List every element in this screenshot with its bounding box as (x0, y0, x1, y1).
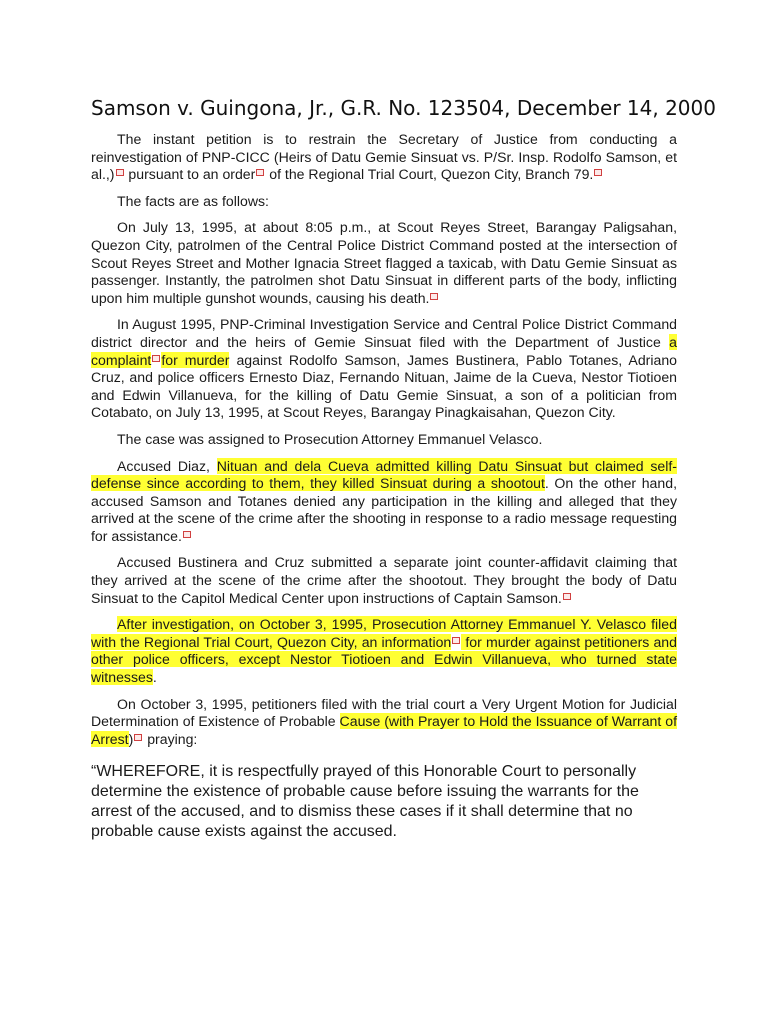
paragraph-text: The instant petition is to restrain the Secretary of Justice from conducting a reinvestigation of PNP-CICC (Heirs of Datu Gemie Sinsuat vs. P/Sr. Insp. Rodolfo Samson, et al.,) (91, 131, 677, 183)
body-paragraph (91, 219, 677, 307)
highlighted-text: Nituan and dela Cueva admitted killing Datu Sinsuat but claimed self-defense since according to them, they killed Sinsuat during a shootout (91, 457, 677, 492)
footnote-link-icon[interactable] (183, 531, 191, 538)
prayer-quote: “WHEREFORE, it is respectfully prayed of this Honorable Court to personally determine the existence of probable cause before issuing the warrants for the arrest of the accused, and to dismiss these cases if it shall determine that no probable cause exists against the accused. (91, 763, 639, 841)
paragraph-list (91, 131, 677, 748)
paragraph-text: On October 3, 1995, petitioners filed with the trial court a Very Urgent Motion for Judicial Determination of Existence of Probable (91, 695, 677, 730)
footnote-link-icon[interactable] (563, 593, 571, 600)
body-paragraph (91, 616, 677, 686)
paragraph-text: The case was assigned to Prosecution Attorney Emmanuel Velasco. (117, 430, 543, 447)
body-paragraph (91, 554, 677, 607)
highlighted-text: a complaint (91, 333, 677, 368)
paragraph-text: On July 13, 1995, at about 8:05 p.m., at Scout Reyes Street, Barangay Paligsahan, Quezon City, patrolmen of the Central Police District Command posted at the intersection of Scout Reyes Street and Mother Ignacia Street flagged a taxicab, with Datu Gemie Sinsuat as passenger. Instantly, the patrolmen shot Datu Sinsuat in different parts of the body, inflicting upon him multiple gunshot wounds, causing his death. (91, 219, 677, 306)
highlighted-text: Cause (with Prayer to Hold the Issuance of Warrant of Arrest (91, 713, 678, 747)
highlighted-text: After investigation, on October 3, 1995, Prosecution Attorney Emmanuel Y. Velasco filed with the Regional Trial Court, Quezon City, an information (91, 616, 677, 650)
document-title: Samson v. Guingona, Jr., G.R. No. 123504, December 14, 2000 (91, 96, 716, 120)
footnote-link-icon[interactable] (152, 355, 160, 362)
highlighted-text: for murder (161, 351, 230, 368)
paragraph-text: of the Regional Trial Court, Quezon City, Branch 79. (265, 166, 594, 183)
paragraph-text: In August 1995, PNP-Criminal Investigation Service and Central Police District Command district director and the heirs of Gemie Sinsuat filed with the Department of Justice (91, 316, 677, 350)
paragraph-text: ) (128, 730, 134, 747)
footnote-link-icon[interactable] (256, 169, 264, 176)
body-paragraph (91, 316, 677, 422)
paragraph-text: praying: (143, 730, 198, 747)
paragraph-text: Accused Diaz, (117, 457, 217, 474)
document-body (91, 131, 677, 842)
footnote-link-icon[interactable] (430, 293, 438, 300)
body-paragraph (91, 131, 677, 184)
body-paragraph (91, 458, 677, 546)
paragraph-text: . (152, 669, 157, 686)
paragraph-text: . On the other hand, accused Samson and Totanes denied any participation in the killing and alleged that they arrived at the scene of the crime after the shooting in response to a radio message requesting for assistance. (91, 475, 677, 544)
footnote-link-icon[interactable] (116, 169, 124, 176)
body-paragraph (91, 193, 677, 211)
paragraph-text: The facts are as follows: (117, 192, 269, 209)
paragraph-text: against Rodolfo Samson, James Bustinera, Pablo Totanes, Adriano Cruz, and police officers Ernesto Diaz, Fernando Nituan, Jaime de la Cueva, Nestor Tiotioen and Edwin Villanueva, for the killing of Datu Gemie Sinsuat, a son of a politician from Cotabato, on July 13, 1995, at Scout Reyes, Barangay Pinagkaisahan, Quezon City. (91, 351, 677, 421)
footnote-link-icon[interactable] (452, 637, 460, 644)
body-paragraph (91, 696, 677, 749)
body-paragraph (91, 431, 677, 449)
paragraph-text: Accused Bustinera and Cruz submitted a separate joint counter-affidavit claiming that they arrived at the scene of the crime after the shootout. They brought the body of Datu Sinsuat to the Capitol Medical Center upon instructions of Captain Samson. (91, 554, 677, 606)
footnote-link-icon[interactable] (134, 734, 142, 741)
footnote-link-icon[interactable] (594, 169, 602, 176)
paragraph-text: pursuant to an order (124, 166, 256, 183)
highlighted-text: for murder against petitioners and other police officers, except Nestor Tiotioen and Edwin Villanueva, who turned state witnesses (91, 633, 677, 686)
